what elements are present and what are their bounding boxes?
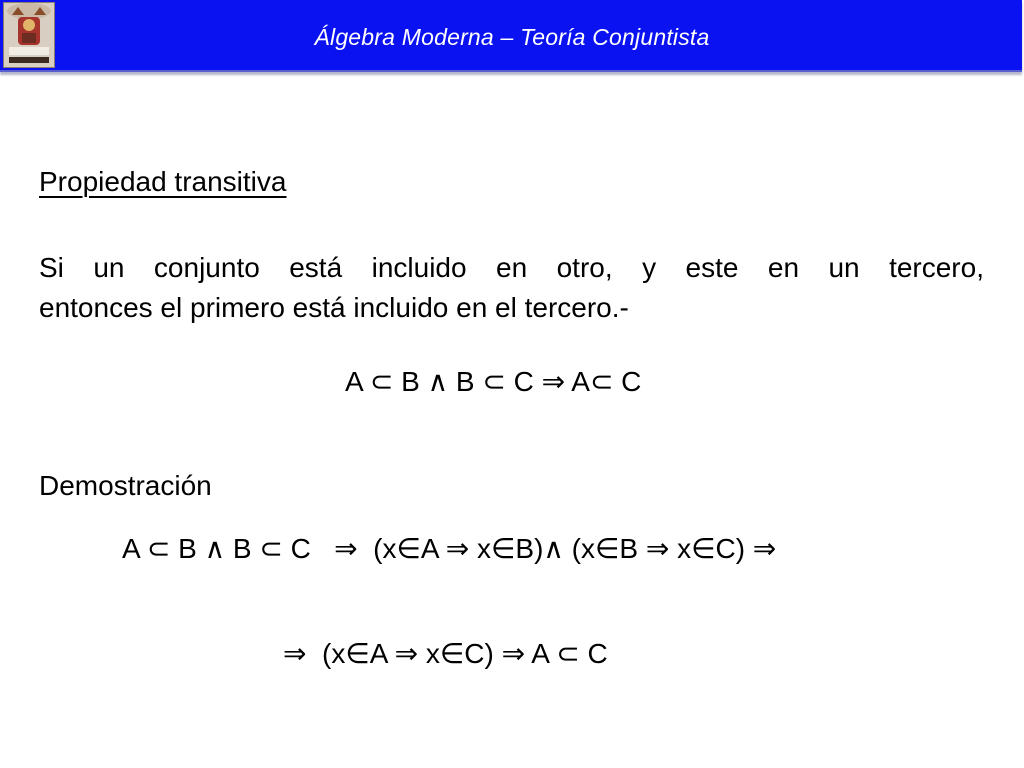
statement-line-2: entonces el primero está incluido en el tercero.- [39, 292, 629, 323]
transitive-formula: A ⊂ B ∧ B ⊂ C ⇒ A⊂ C [345, 366, 642, 397]
proof-line-1: A ⊂ B ∧ B ⊂ C ⇒ (x∈A ⇒ x∈B)∧ (x∈B ⇒ x∈C) ⇒ [122, 533, 777, 564]
statement-line-1: Si un conjunto está incluido en otro, y este en un tercero, [39, 252, 984, 283]
slide-title: Álgebra Moderna – Teoría Conjuntista [314, 24, 710, 50]
header-bar [0, 0, 1022, 72]
property-statement [39, 248, 984, 328]
proof-line-2: ⇒ (x∈A ⇒ x∈C) ⇒ A ⊂ C [283, 638, 608, 669]
proof-label: Demostración [39, 470, 212, 501]
section-heading: Propiedad transitiva [39, 166, 287, 197]
